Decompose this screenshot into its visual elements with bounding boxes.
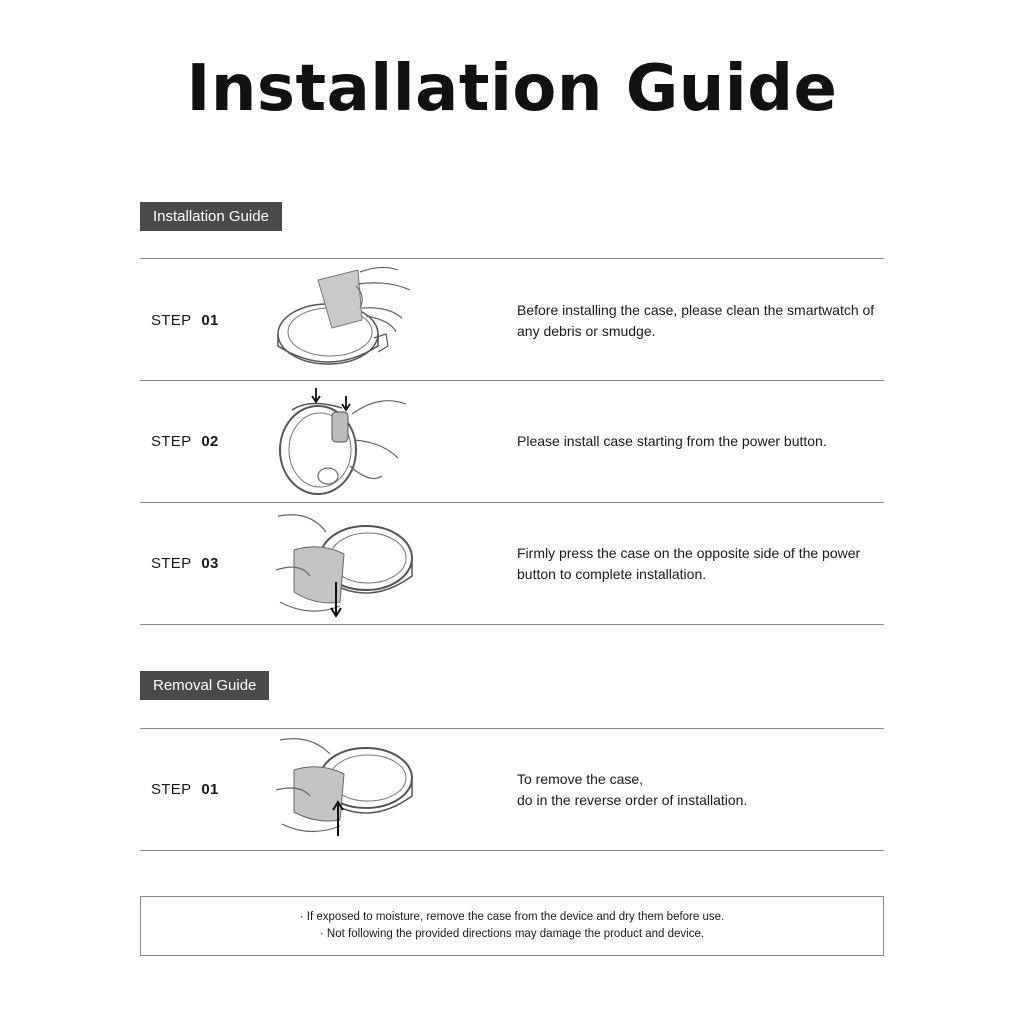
divider [140,850,884,851]
step-number: 03 [201,555,219,572]
installation-guide-tag: Installation Guide [140,202,282,231]
removal-text-line-1: To remove the case, [517,771,644,787]
install-step-03-label [151,555,219,572]
install-step-02-label [151,433,219,450]
divider [140,624,884,625]
install-step-01-label [151,312,219,329]
page-title: Installation Guide [186,52,838,126]
step-word: STEP [151,312,192,329]
step-number: 01 [201,781,219,798]
removal-text-line-2: do in the reverse order of installation. [517,792,748,808]
caution-note-2: · Not following the provided directions may damage the product and device. [319,928,705,940]
step-word: STEP [151,781,192,798]
removal-step-01-text [517,769,887,811]
clean-watch-illustration [270,262,420,378]
install-step-02-text: Please install case starting from the power button. [517,433,827,449]
step-word: STEP [151,555,192,572]
divider [140,380,884,381]
press-case-illustration [270,506,420,622]
removal-step-01-label [151,781,219,798]
step-number: 02 [201,433,219,450]
caution-notes-box [140,896,884,956]
caution-note-1: · If exposed to moisture, remove the case from the device and dry them before use. [299,911,725,923]
divider [140,502,884,503]
remove-case-illustration [270,732,420,848]
step-word: STEP [151,433,192,450]
divider [140,258,884,259]
install-step-03-text: Firmly press the case on the opposite side of the power button to complete installation. [517,545,861,582]
install-step-01-text: Before installing the case, please clean the smartwatch of any debris or smudge. [517,302,875,339]
divider [140,728,884,729]
removal-guide-tag: Removal Guide [140,671,269,700]
step-number: 01 [201,312,219,329]
power-button-illustration [270,384,420,500]
